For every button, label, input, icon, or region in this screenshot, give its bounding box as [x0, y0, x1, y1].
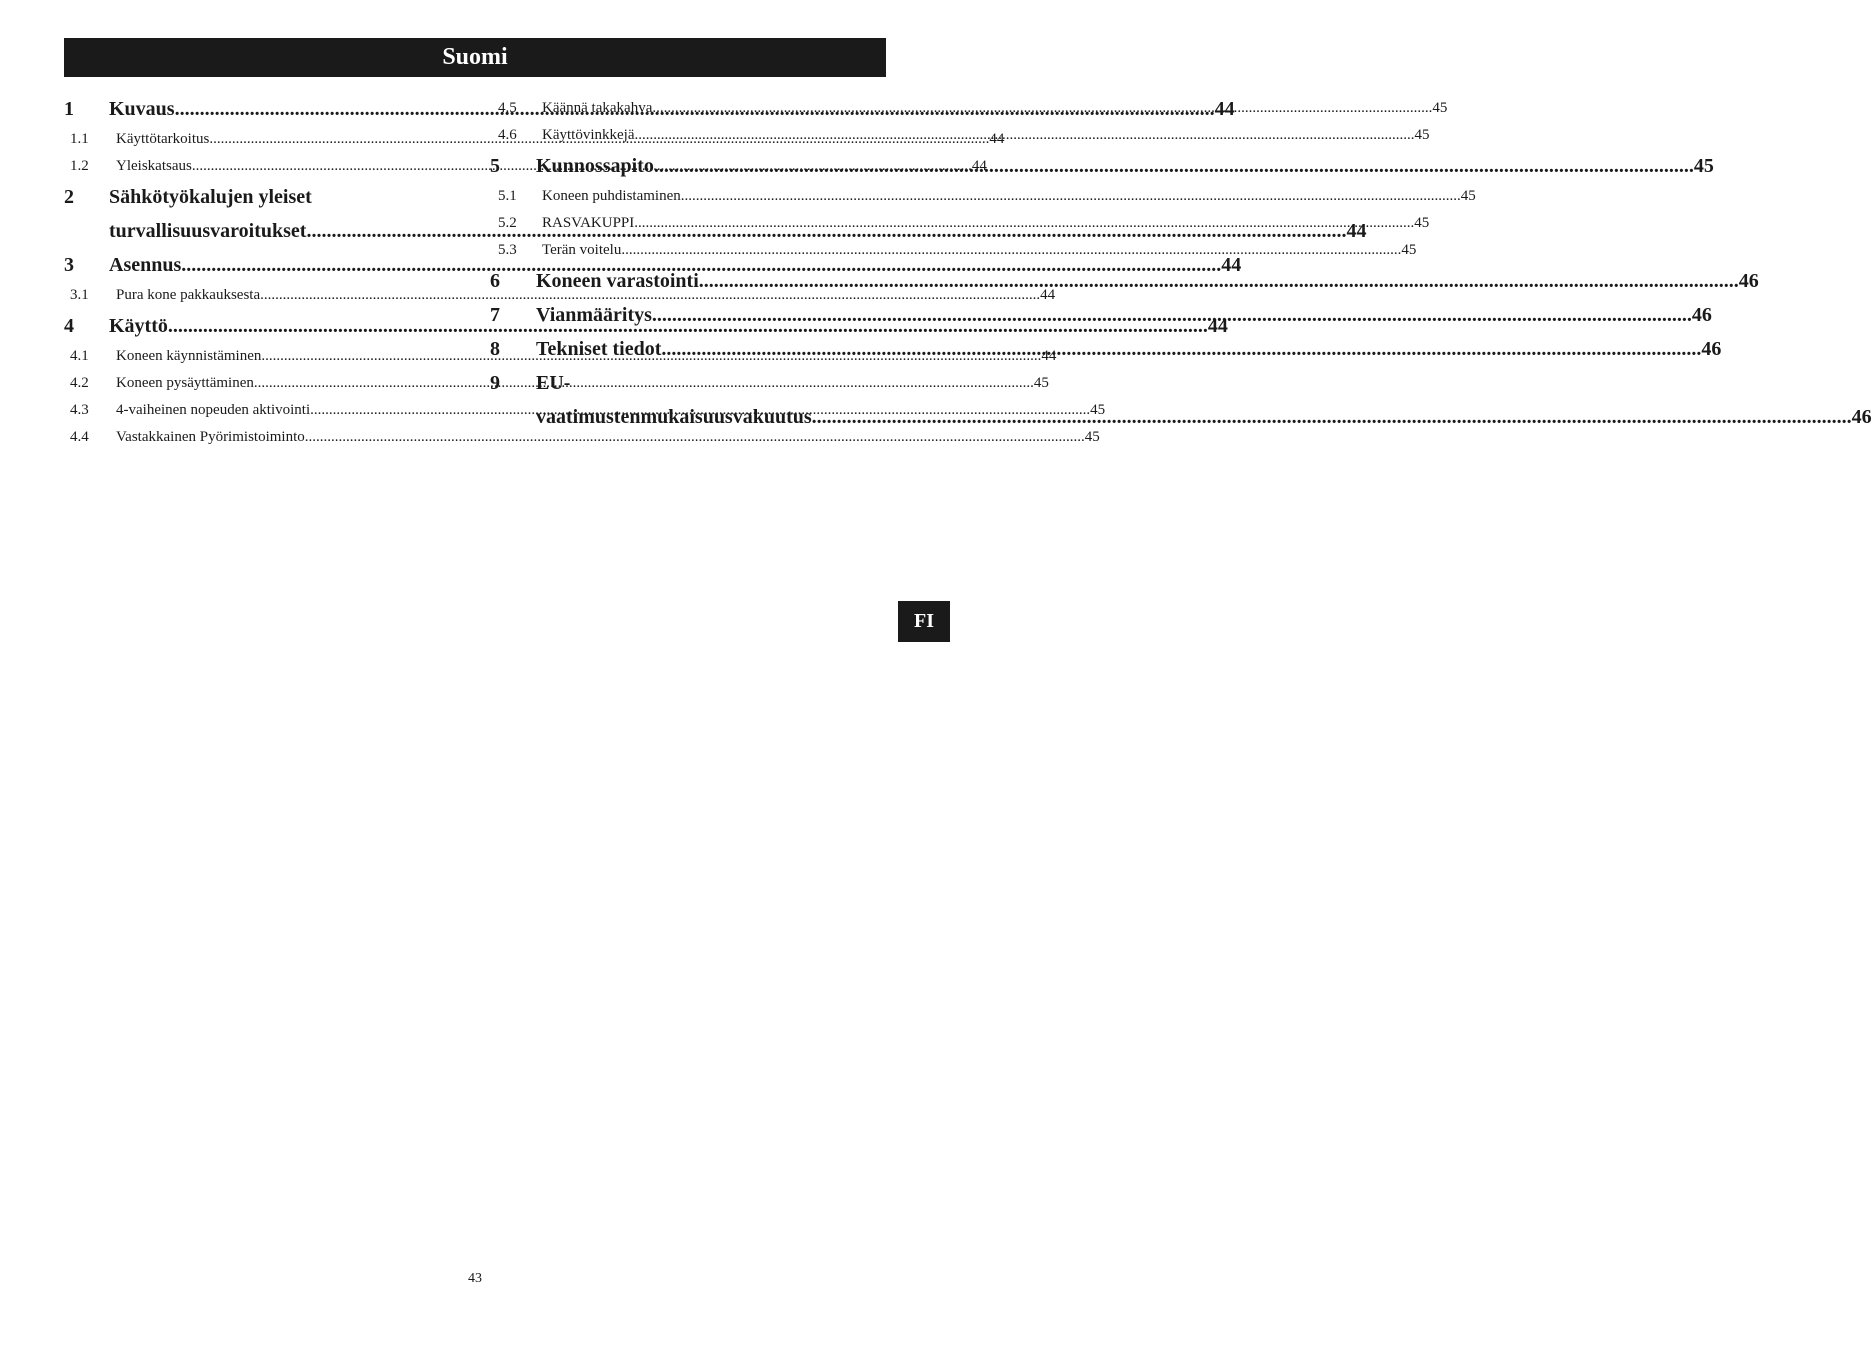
toc-entry-5-1[interactable]: 5.1 Koneen puhdistaminen ..... 45 — [490, 183, 894, 210]
toc-entry-4[interactable]: 4 Käyttö ..... 44 — [64, 309, 467, 343]
toc-entry-1[interactable]: 1 Kuvaus ..... 44 — [64, 92, 467, 126]
toc-entry-6[interactable]: 6 Koneen varastointi ..... 46 — [490, 264, 894, 298]
toc-entry-7[interactable]: 7 Vianmääritys ..... 46 — [490, 298, 894, 332]
language-tab — [898, 601, 950, 642]
page-title: Suomi — [442, 44, 508, 70]
toc-entry-4-3[interactable]: 4.3 4-vaiheinen nopeuden aktivointi ..... 45 — [64, 397, 467, 424]
toc-entry-3[interactable]: 3 Asennus ..... 44 — [64, 248, 467, 282]
language-tab-label: FI — [914, 610, 934, 632]
toc-entry-4-6[interactable]: 4.6 Käyttövinkkejä ..... 45 — [490, 122, 894, 149]
toc-entry-5[interactable]: 5 Kunnossapito ..... 45 — [490, 149, 894, 183]
toc-entry-2-cont[interactable]: turvallisuusvaroitukset ..... 44 — [64, 214, 467, 248]
toc-entry-4-5[interactable]: 4.5 Käännä takakahva ..... 45 — [490, 95, 894, 122]
toc-entry-4-2[interactable]: 4.2 Koneen pysäyttäminen ..... 45 — [64, 370, 467, 397]
toc-entry-5-2[interactable]: 5.2 RASVAKUPPI ..... 45 — [490, 210, 894, 237]
toc-entry-9-cont[interactable]: vaatimustenmukaisuusvakuutus ..... 46 — [490, 400, 894, 434]
toc-entry-8[interactable]: 8 Tekniset tiedot ..... 46 — [490, 332, 894, 366]
toc-entry-4-1[interactable]: 4.1 Koneen käynnistäminen ..... 44 — [64, 343, 467, 370]
toc-entry-9[interactable]: 9 EU- — [490, 372, 571, 394]
toc-entry-2[interactable]: 2 Sähkötyökalujen yleiset — [64, 186, 312, 208]
toc-entry-4-4[interactable]: 4.4 Vastakkainen Pyörimistoiminto ..... 45 — [64, 424, 467, 451]
toc-entry-1-1[interactable]: 1.1 Käyttötarkoitus ..... 44 — [64, 126, 467, 153]
page-number: 43 — [468, 1271, 482, 1286]
toc-entry-3-1[interactable]: 3.1 Pura kone pakkauksesta ..... 44 — [64, 282, 467, 309]
page-title-bar — [64, 38, 886, 77]
toc-entry-5-3[interactable]: 5.3 Terän voitelu ..... 45 — [490, 237, 894, 264]
toc-entry-1-2[interactable]: 1.2 Yleiskatsaus ..... 44 — [64, 153, 467, 180]
